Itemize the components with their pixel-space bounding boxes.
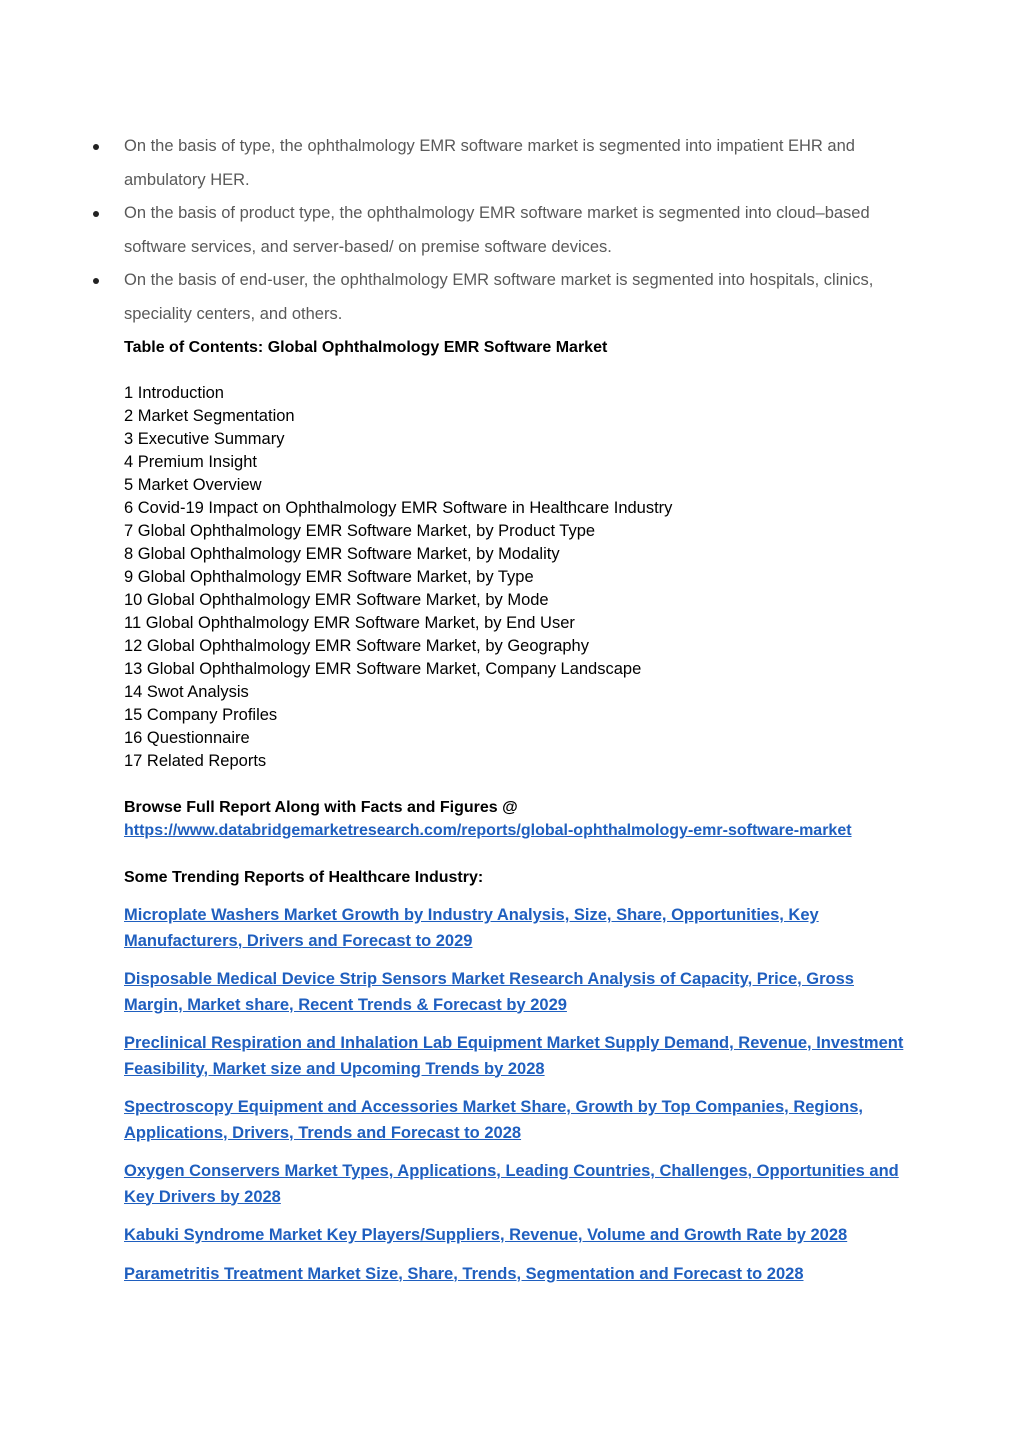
segmentation-bullet-list bbox=[0, 130, 1023, 331]
bullet-dot-icon bbox=[93, 211, 99, 217]
toc-item: 1 Introduction bbox=[124, 384, 224, 402]
bullet-item bbox=[0, 197, 1023, 264]
toc-item: 10 Global Ophthalmology EMR Software Market, by Mode bbox=[124, 591, 549, 609]
trending-reports-list bbox=[124, 903, 914, 1287]
main-content bbox=[124, 336, 914, 1300]
list-item bbox=[124, 1031, 914, 1082]
toc-title: Table of Contents: Global Ophthalmology EMR Software Market bbox=[124, 339, 608, 356]
toc-item: 9 Global Ophthalmology EMR Software Market, by Type bbox=[124, 568, 534, 586]
toc-item: 13 Global Ophthalmology EMR Software Market, Company Landscape bbox=[124, 660, 642, 678]
full-report-link[interactable]: https://www.databridgemarketresearch.com/reports/global-ophthalmology-emr-software-market bbox=[124, 822, 852, 839]
trending-report-link[interactable]: Oxygen Conservers Market Types, Applications, Leading Countries, Challenges, Opportunities and Key Drivers by 2028 bbox=[124, 1162, 899, 1206]
toc-item: 15 Company Profiles bbox=[124, 706, 278, 724]
bullet-item bbox=[0, 264, 1023, 331]
toc-item: 3 Executive Summary bbox=[124, 430, 285, 448]
bullet-text: On the basis of end-user, the ophthalmology EMR software market is segmented into hospitals, clinics, speciality centers, and others. bbox=[124, 271, 874, 323]
toc-item: 11 Global Ophthalmology EMR Software Market, by End User bbox=[124, 614, 575, 632]
toc-item: 7 Global Ophthalmology EMR Software Market, by Product Type bbox=[124, 522, 596, 540]
toc-item: 16 Questionnaire bbox=[124, 729, 250, 747]
list-item bbox=[124, 903, 914, 954]
toc-item: 5 Market Overview bbox=[124, 476, 262, 494]
list-item bbox=[124, 1223, 914, 1249]
trending-report-link[interactable]: Parametritis Treatment Market Size, Share, Trends, Segmentation and Forecast to 2028 bbox=[124, 1264, 804, 1283]
trending-report-link[interactable]: Preclinical Respiration and Inhalation Lab Equipment Market Supply Demand, Revenue, Investment Feasibility, Market size and Upcoming Trends by 2028 bbox=[124, 1034, 904, 1078]
toc-item: 12 Global Ophthalmology EMR Software Market, by Geography bbox=[124, 637, 589, 655]
list-item bbox=[124, 1262, 914, 1288]
bullet-dot-icon bbox=[93, 144, 99, 150]
trending-report-link[interactable]: Spectroscopy Equipment and Accessories Market Share, Growth by Top Companies, Regions, Applications, Drivers, Trends and Forecast to 2028 bbox=[124, 1098, 864, 1142]
toc-item: 14 Swot Analysis bbox=[124, 683, 249, 701]
list-item bbox=[124, 1095, 914, 1146]
trending-report-link[interactable]: Microplate Washers Market Growth by Industry Analysis, Size, Share, Opportunities, Key Manufacturers, Drivers and Forecast to 2029 bbox=[124, 906, 819, 950]
bullet-item bbox=[0, 130, 1023, 197]
toc-list bbox=[124, 382, 914, 773]
browse-label: Browse Full Report Along with Facts and Figures @ bbox=[124, 799, 518, 816]
trending-report-link[interactable]: Disposable Medical Device Strip Sensors Market Research Analysis of Capacity, Price, Gross Margin, Market share, Recent Trends & Forecast by 2029 bbox=[124, 970, 854, 1014]
toc-item: 4 Premium Insight bbox=[124, 453, 257, 471]
toc-item: 17 Related Reports bbox=[124, 752, 267, 770]
list-item bbox=[124, 1159, 914, 1210]
bullet-dot-icon bbox=[93, 278, 99, 284]
trending-reports-title: Some Trending Reports of Healthcare Industry: bbox=[124, 869, 484, 886]
bullet-text: On the basis of product type, the ophthalmology EMR software market is segmented into cloud–based software services, and server-based/ on premise software devices. bbox=[124, 204, 870, 256]
trending-report-link[interactable]: Kabuki Syndrome Market Key Players/Suppliers, Revenue, Volume and Growth Rate by 2028 bbox=[124, 1226, 848, 1244]
bullet-text: On the basis of type, the ophthalmology EMR software market is segmented into impatient EHR and ambulatory HER. bbox=[124, 137, 855, 189]
toc-item: 6 Covid-19 Impact on Ophthalmology EMR Software in Healthcare Industry bbox=[124, 499, 673, 517]
toc-item: 8 Global Ophthalmology EMR Software Market, by Modality bbox=[124, 545, 560, 563]
list-item bbox=[124, 967, 914, 1018]
toc-item: 2 Market Segmentation bbox=[124, 407, 295, 425]
browse-full-report bbox=[124, 796, 914, 842]
